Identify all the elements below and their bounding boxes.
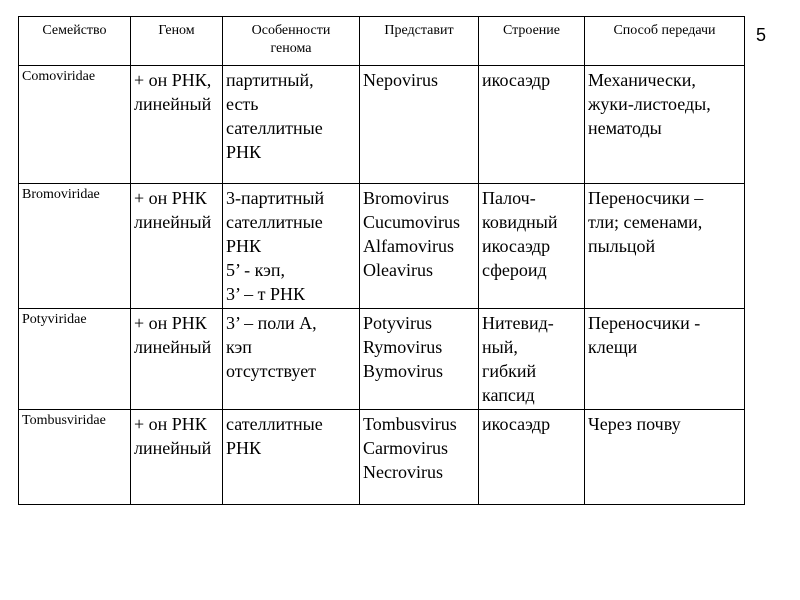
table-row xyxy=(19,410,745,505)
transmission-cell: Механически, жуки-листоеды, нематоды xyxy=(585,66,745,184)
representatives-cell: Nepovirus xyxy=(360,66,479,184)
representatives-cell: Bromovirus Cucumovirus Alfamovirus Oleavirus xyxy=(360,184,479,309)
header-row xyxy=(19,17,745,66)
virus-families-table xyxy=(18,16,745,505)
transmission-cell: Переносчики – тли; семенами, пыльцой xyxy=(585,184,745,309)
genome-cell: + он РНК линейный xyxy=(131,309,223,410)
structure-cell: икосаэдр xyxy=(479,66,585,184)
table-row xyxy=(19,184,745,309)
representatives-cell: Tombusvirus Carmovirus Necrovirus xyxy=(360,410,479,505)
header-representatives: Представит xyxy=(360,17,479,66)
family-cell: Potyviridae xyxy=(19,309,131,410)
header-transmission: Способ передачи xyxy=(585,17,745,66)
family-cell: Comoviridae xyxy=(19,66,131,184)
structure-cell: икосаэдр xyxy=(479,410,585,505)
table-row xyxy=(19,66,745,184)
features-cell: 3’ – поли А, кэп отсутствует xyxy=(223,309,360,410)
transmission-cell: Переносчики - клещи xyxy=(585,309,745,410)
header-genome: Геном xyxy=(131,17,223,66)
representatives-cell: Potyvirus Rymovirus Bymovirus xyxy=(360,309,479,410)
family-cell: Tombusviridae xyxy=(19,410,131,505)
genome-cell: + он РНК линейный xyxy=(131,184,223,309)
page-number: 5 xyxy=(756,25,767,45)
structure-cell: Палоч- ковидный икосаэдр сфероид xyxy=(479,184,585,309)
features-cell: сателлитные РНК xyxy=(223,410,360,505)
features-cell: партитный, есть сателлитные РНК xyxy=(223,66,360,184)
transmission-cell: Через почву xyxy=(585,410,745,505)
family-cell: Bromoviridae xyxy=(19,184,131,309)
header-structure: Строение xyxy=(479,17,585,66)
header-family: Семейство xyxy=(19,17,131,66)
header-genome-features: Особенности генома xyxy=(223,17,360,66)
features-cell: 3-партитный сателлитные РНК 5’ - кэп, 3’ – т РНК xyxy=(223,184,360,309)
genome-cell: + он РНК, линейный xyxy=(131,66,223,184)
table-row xyxy=(19,309,745,410)
structure-cell: Нитевид- ный, гибкий капсид xyxy=(479,309,585,410)
genome-cell: + он РНК линейный xyxy=(131,410,223,505)
